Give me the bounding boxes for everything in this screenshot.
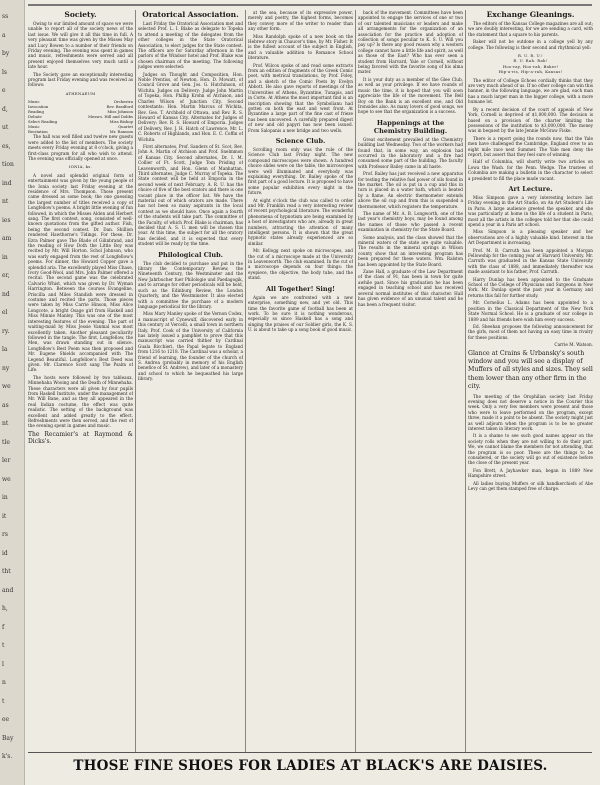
column-oratorical bbox=[138, 10, 243, 752]
gutter-fragment: ss bbox=[2, 13, 9, 20]
gutter-fragment: la bbox=[2, 346, 8, 353]
top-rule bbox=[28, 4, 592, 6]
gutter-fragment: f bbox=[2, 623, 5, 631]
orophilian-paragraph: It is a shame to see such good names appear on the society rolls when they are not willing to do their part. We, we cannot blame the members for not attending, that the program is so poor. These are the things to be considered, or the society will go out of existence before the close of the present year. bbox=[468, 433, 593, 466]
gutter-fragment: es, bbox=[2, 142, 11, 150]
science-paragraph: Scrolling room only was the rule of the Science Club last Friday night. The new compound microscopes were shown. A hundred choice slides were on the table, the microscopes were well illuminated and everybody was explaining everything. Dr. Bailey spoke of the first part of a good lecture. It is proposed to have some popular exhibition every night in the future. bbox=[248, 146, 353, 196]
local-notice: Fon Brett, A Jayhawker man, began in 1889 New Hampshire street. bbox=[468, 467, 593, 479]
signature: Carrie M. Watson. bbox=[554, 342, 593, 348]
art-paragraph: Miss Simpson gave a very interesting lecture last Friday evening in the Art Studio, on An Art Student's Life in Paris. A large audience greeted the speaker, and she was particularly at home in the life of a student in Paris, most all the artists in the colleges told her that she could spend a year in a Paris art school. bbox=[468, 194, 593, 227]
society-paragraph: A novel and splendid original form of entertainment was given by the young people of the Ionia society last Friday evening at the residence of Mrs. Thompson. Those present came dressed as some book; the one guessing the largest number of titles received a copy of Longfellow's poems. A bright little evening of fun followed, in which the Misses Alden and Herbert sang. The first contest, song, consisted of well-known quotations from the gifted author. Fish, being the second contest. Dr. Dan. Shillion rendered Hawthorne's Tidings. For these, Dr. Ezra Palmer gave The Blade of Gilinbrand, and the reading of How Doth the Little Boy was recited by Mr. Will Horton. Schol Johnson, who was early engaged from the rest of Longfellow's poems. For dinner, the Howard Copper gave a splendid aria. The excellently played Miss Chase, Ivory Good-Wool, and Mrs. John Palmer offered a recital. The second game was the celebrated Calvario Whist, which was given by Dr. Wyman Harrington. Between the courses Evangeline, Priscilla and Miles Standish were dressed in costume and recited the parts. Those pieces were taken by Miss Carrie Hinson, Miss Alice Longcote, a bright Osage girl from Haskell and Miss Minnie Manley. This was one of the most interesting features of the evening. The part of waiting-maid by Miss Jessie Vanmal was most excellently taken. Another pleasant peculiarity followed in the tangle. The first, Longfellow, the Men, was drawn standing out in silence. Longfellow's Best Poem was then proposed and Mr. Eugene Shields accompanied with The Legend Beautiful. Longfellow's Best Deed was given. Mr. Clarence Scott sang The Psalm of Life. bbox=[28, 172, 133, 373]
gutter-fragment: ler bbox=[2, 457, 11, 464]
program-performer: Mr. Ransom bbox=[109, 129, 133, 135]
gutter-fragment: el bbox=[2, 309, 8, 316]
gutter-fragment: rs bbox=[2, 531, 8, 538]
heading-philological: Philological Club. bbox=[158, 250, 223, 259]
oratorical-paragraph: Judges on Thought and Composition, Hon. Noble Prentiss, of Newton, Hon. D. Mowatt, of Council Grove and Gen. Jos. G. Hutchinson, of Wichita. Judges on Delivery: Judge John Martin of Topeka, Hon. Phillip Krohn of Atchison, and Charles Wilson of Junction City. Second contestants: Hon. Martin Marcus of Wichita, Rev. Geo. T. Archbold of Ottawa, and Rev. R. S. Howard of Kansas City. Alternates for Judges of Delivery: Rev. R. S. Howard of Emporia. Judges of Delivery, Rev. J. H. Hatch of Lawrence, Mr. L. C. Roberts of Highlands, and Hon. E. C. Coffin of Wichita. bbox=[138, 71, 243, 142]
gutter-fragment: in bbox=[2, 494, 8, 501]
gutter-fragment: ee bbox=[2, 716, 10, 723]
philological-continued: Miss Randolph spoke of a new book on the Hebrew story in Chaucer's time, by Mr. Fisher. It is the fullest account of the subject in English, and a valuable addition to Romance School literature. bbox=[248, 33, 353, 61]
science-paragraph: At eight o'clock the club was called to order and Mr. Franklin read a very interesting review of recent psychological literature. The wonderful phenomena of hypnotism are being examined by a host of investigators who are, already in great numbers, attracting the attention of many intelligent persons. It is shown that the great hypnotic states already experienced are so similar. bbox=[248, 197, 353, 246]
philological-continued: Prof. Wilcox spoke of and read some extracts from an edition of fragments of the Greek Comic poet, with metrical translations, by Prof. Foley, and a sketch of the Comic Poets by Evelyn Abbott. He also gave reports of meetings of the Universities of Athens, Byzantine, Tunapis, and in Corte. At Athens the most important find is an inscription showing that the Symbolianu had gotten on both the east and west front. At Byzantine a large part of the fine cast of frieze has been uncovered. A carefully prepared digest of new and old papyri has now been issued. From Salopanis a new bridge and two wells. bbox=[248, 62, 353, 133]
columns bbox=[28, 10, 593, 752]
program-performer: Rev. Bradford bbox=[106, 104, 133, 110]
heading-oratorical: Oratorical Association. bbox=[142, 10, 239, 19]
gutter-fragment: by bbox=[2, 50, 10, 57]
exchange-paragraph: There is a report going the rounds now, that the Yale men have challenged the Cambridge, England crew to an eight mile race next Summer. The Yale men deny the report, but assert that they feel sure of winning. bbox=[468, 135, 593, 157]
gutter-fragment: k's. bbox=[2, 753, 13, 760]
column-separator bbox=[355, 10, 356, 752]
society-paragraph: Owing to our limited amount of space we were unable to report all of the society news of the last issue. We will give it all this time in full. A very pleasant time was given by the Misses May and Lucy Bowen to a number of their friends on Friday evening. The evening was spent in games and music, refreshments were served and all present enjoyed themselves very much until a late hour. bbox=[28, 21, 133, 70]
program-performer: Orchestra bbox=[113, 99, 133, 105]
society-paragraph: The Society gave an exceptionally interesting program last Friday evening and was received as follows: bbox=[28, 71, 133, 88]
heading-chemistry: Happenings at the Chemistry Building. bbox=[373, 118, 448, 135]
crains-urbansky-ad bbox=[468, 350, 593, 392]
gutter-fragment: nt bbox=[2, 420, 9, 427]
gutter-fragment: nt bbox=[2, 198, 9, 205]
gutter-fragment: n bbox=[2, 679, 6, 686]
program-performer: Miss Bishop bbox=[109, 119, 133, 125]
college-yell bbox=[468, 53, 593, 75]
program-item: Debate bbox=[28, 114, 42, 120]
ionia-subhead: IONIA, ks. bbox=[68, 164, 93, 170]
yell-line: R. U. Rah. Rah! bbox=[513, 58, 548, 64]
column-chemistry bbox=[358, 10, 463, 752]
athenaeum-subhead: ATHENAEUM bbox=[65, 90, 96, 96]
gutter-fragment: ls bbox=[2, 68, 7, 76]
column-science bbox=[248, 10, 353, 752]
program-item: Music bbox=[28, 99, 40, 105]
gutter-fragment: we bbox=[2, 475, 11, 483]
program-item: Reading bbox=[28, 109, 44, 115]
chemistry-paragraph: Zane Hall, a graduate of the Law Department of the class of 91, has been in town for quite awhile past. Since his graduation he has been engaged in teaching school and has received several normal institutes of this character. Hall has given evidence of an unusual talent and he has been a frequent visitor. bbox=[358, 269, 463, 307]
recamier-notice: The Recamier's at Raymond & Dicks's. bbox=[28, 430, 133, 446]
gutter-fragment: ind bbox=[2, 179, 12, 187]
gutter-fragment: e bbox=[2, 87, 6, 94]
exchange-paragraph: The editor of College Echoes cordially thinks that they are very much ahead of us. If no other college can win this banner, in the following language, we are glad, each man has a much larger man in the bigger college, with a more humane lot. bbox=[468, 77, 593, 105]
chemistry-paragraph: Great excitement prevailed at the Chemistry building last Wednesday. Two of the workers had found that, in some way, an explosion had occurred in the laboratory and a fire had consumed some part of the building. The faculty with Professor Bailey came in all haste. bbox=[358, 136, 463, 169]
heading-society: Society. bbox=[64, 10, 97, 19]
society-paragraph: The hosts were followed by two tableaux, Minnehaha Wooing and the Death of Minnehaha. These characters were all given by four pupils from Haskell Institute, under the management of Mr. Will Bane, and as they all appeared in the real Indian costume, the effect was quite realistic. The setting of the background was excellent and added greatly to the effect. Refreshments were then served, and the rest of the evening spent in games and music. bbox=[28, 374, 133, 429]
oratorical-paragraph: First alternates, Prof. Sanders of St. Scot, Rev. John A. Martin of Atchison and Prof. Snelmmon of Kansas City. Second alternates, Dr. I. M. Collier of Ft. Scott, Judge Tom Prisling of Leavenworth, and Hon. Glenn of Manhattan. Third alternates, Judge C. Murray of Topeka. The State contest will be held at Emporia in the second week of next February. A. R. U. has the choice of five of the best orators and there is one vacant place in the officer list. We have the material out of which orators are made. There has not been so many aspirants in the local contest as we should have. Once again a fourth of the students will take part. The committee of the Faculty, of which Prof. Blake is chairman, has decided that A. S. U. men will be chosen this year. At this time, the subject for all the oratory has decided, and it is expected that every student will be ready by the time. bbox=[138, 143, 243, 247]
gutter-fragment: l bbox=[2, 660, 4, 668]
program-performer: Miss Johnson bbox=[107, 109, 133, 115]
oratorical-paragraph: Last Friday the Oratorical Association met and selected Prof. L. I. Blake as delegate to Topeka to attend a meeting of the delegates from the other colleges in the State Oratorical Association, to elect judges for the State contest. The officers are for Saturday afternoon in the parlors of the Windsor hotel and Prof. Blake was chosen chairman of the meeting. The following judges were selected: bbox=[138, 21, 243, 70]
personal-paragraph: Ed. Sheehan proposes the following announcement for the girls, most of them not having an easy time in rivalry for these positions. bbox=[468, 323, 593, 340]
ad-text: Glance at Crains & Urbansky's south window and you will see a display of Muffers of all styles and sizes. They sell them lower than any other firm in the city. bbox=[468, 349, 593, 391]
program-performer: Messrs. Hill and Dobbs bbox=[88, 114, 133, 120]
yell-line: R. U. R. U.! bbox=[518, 53, 543, 59]
athenaeum-program bbox=[28, 99, 133, 134]
gutter-fragment: d, bbox=[2, 105, 8, 113]
gutter-fragment: Bay bbox=[2, 734, 14, 742]
bottom-rule bbox=[28, 752, 592, 753]
program-performer: Quartet bbox=[118, 124, 133, 130]
exchange-paragraph: Half of Columbia, will shortly write two articles on Lowa the Wash. for the Penn. Wedge. The trustees of Columbia are making a bulletin in the character to select a president to fill the place made vacant. bbox=[468, 159, 593, 181]
gutter-fragment: tle bbox=[2, 438, 10, 446]
philological-paragraph: Miss Mary Manley spoke of the Vernon Codex, a manuscript of Cynewulf, discovered early in this century at Vercelli, a small town in northern Italy. Prof. Cook of the University of California has lately issued a pamphlet to prove that this manuscript was carried thither by Cardinal Guala Bicchieri, the Papal legate to England from 1216 to 1218. The Cardinal was a scholar, a friend of learning, the founder of the church of S. Andrea (probably in memory of his English benefice of St. Andrew), and later of a monastery and school to which he bequeathed his large library. bbox=[138, 311, 243, 382]
heading-science-club: Science Club. bbox=[275, 136, 326, 145]
blacks-shoes-banner: THOSE FINE SHOES FOR LADIES AT BLACK'S ARE DAISIES. bbox=[73, 758, 548, 774]
exchange-paragraph: Baker will not be outdone in a college yell by any college. The following is their second and rhythmical yell: bbox=[468, 39, 593, 50]
chemistry-paragraph: Some analysis, and the class showed that the mineral waters of the state are quite valuable. The results in the mineral springs in Wilson county show that an interesting program has been prepared for these waters. Wm. Ralston has been appointed by the State Board. bbox=[358, 234, 463, 267]
art-paragraph: Miss Simpson is a pleasing speaker and her observations are of a highly valuable kind. Interest in the Art Department is increasing. bbox=[468, 229, 593, 246]
column-separator bbox=[465, 10, 466, 752]
exchange-paragraph: The editors of the Kansas College magazines are all out; we are doubly interesting, for we are sending a card, with the statement that a square to his parents. bbox=[468, 21, 593, 37]
program-item: Invocation bbox=[28, 104, 49, 110]
yell-line: Hoo-ray, Hoo-rah, Baker! bbox=[502, 63, 559, 69]
heading-art-lecture: Art Lecture. bbox=[508, 184, 553, 193]
gutter-fragment: and bbox=[2, 586, 14, 594]
program-item: Recitation bbox=[28, 129, 48, 135]
chemistry-paragraph: Prof. Bailey has just received a new apparatus for testing the relative fuel power of oils found in the market. The oil is put in a cup and this in turn is placed in a water bath, which is heated by a flame. An electric thermometer extends above the oil cup and from this is suspended a thermometer, which registers the temperature. bbox=[358, 171, 463, 209]
personal-paragraph: Mr. Cornelius L. Adams has been appointed to a position in the Classical Department of the New York State Normal School. He is a graduate of our college in 1889 and his friends here wish him every success. bbox=[468, 300, 593, 322]
gutter-fragment: ies bbox=[2, 216, 11, 224]
heading-all-together: All Together! Sing! bbox=[265, 284, 336, 293]
gutter-fragment: er, bbox=[2, 272, 10, 279]
gutter-fragment: tht bbox=[2, 568, 11, 575]
exchange-paragraph: By a recent decision of the court of appeals of New York, Cornell is deprived of $1,000,000. The decision is based on a provision of the charter limiting the possessions of the institution to $3,000,000. The money was in bequest by the late Jennie McGraw Fiske. bbox=[468, 106, 593, 134]
sing-paragraph: Again we are confronted with a new enterprise, something new, and yet old. This time the favorite game of football has been at work. To be sure it is nothing wonderous, especially so since Haskell has a song and singing the praises of our Soldier girls, the K. S. U. is about to take up a song book of good music. bbox=[248, 294, 353, 333]
gutter-fragment: t bbox=[2, 642, 5, 649]
gutter-fragment: t bbox=[2, 697, 5, 705]
gutter-fragment: it bbox=[2, 512, 7, 520]
column-separator bbox=[245, 10, 246, 752]
gutter-fragment: am bbox=[2, 235, 12, 242]
sing-continued: back of the movement. Committees have been appointed to engage the services of one or two of our talented musicians or leaders and make all arrangements for the organization of an association for the practice and adoption of collection of songs peculiar to K. S. U. Will you pay up? Is there any good reason why a western college cannot have a little life and spirit, as well as those of the East? Who has ever seen a student from Harvard, Yale or Cornell, without being favored with the favorite song of his alma mater. bbox=[358, 10, 463, 75]
column-society bbox=[28, 10, 133, 752]
gutter-fragment: a bbox=[2, 31, 6, 39]
gutter-fragment: ny bbox=[2, 364, 10, 372]
heading-exchange: Exchange Gleanings. bbox=[486, 10, 575, 19]
gutter-fragment: in bbox=[2, 253, 8, 261]
philological-continued: at the sea, because of its expressive power, merely and poetry, the highest forms, becomes they convey more of the writer to reader than any other form. bbox=[248, 10, 353, 32]
gutter-fragment: as bbox=[2, 401, 9, 409]
program-item: Select Reading bbox=[28, 119, 58, 125]
gutter-fragment: tion bbox=[2, 161, 14, 168]
society-paragraph: The hall was well filled and twelve new guests were added to the list of members. The society meets every Friday evening at 8 o'clock, giving a first-class program for all who wish to attend. The evening was officially opened at once. bbox=[28, 134, 133, 161]
gutter-fragment: we bbox=[2, 383, 11, 390]
left-gutter-fragment bbox=[0, 0, 25, 785]
philological-paragraph: The club decided to purchase and put in the library the Contemporary Review, the Nineteenth Century, the Westminster and the New Jahrbucher fuer Philologie und Paedagogik, and to arrange for other periodicals will be held, such as the Edinburg Review, the London Quarterly, and the Westminster. It also elected with a committee the purchase of a modern language periodical for the library. bbox=[138, 260, 243, 309]
gutter-fragment: id bbox=[2, 549, 8, 557]
science-paragraph: Mr. Kellogg next spoke on microscopes, and the cut of a microscope made at the University in Leavenworth. The club examined. In the cut of a microscope depends on four things: the eyepiece, the objective, the body tube, and the stand. bbox=[248, 248, 353, 281]
gutter-fragment: nd bbox=[2, 290, 10, 298]
personal-paragraph: Prof. M. B. Carruth has been appointed a Morgan Fellowship for the coming year at Harvard University. Mr. Carruth was graduated in the Kansas State University with the class of 1888, and immediately thereafter was made assistant to his father, Prof. Carruth. bbox=[468, 247, 593, 275]
local-notice: All ladies buying Muffers or silk handkerchiefs of Abe Levy can get them stamped free of charge. bbox=[468, 480, 593, 492]
gutter-fragment: h, bbox=[2, 605, 8, 612]
orophilian-paragraph: The meeting of the Orophilian society last Friday evening does not deserve a notice in the Courier this week. Only a very few members were present and those who were to leave performed on the program, except three, made it a point to be absent. The society might just as well adjourn when the program is to be no greater interest taken in literary work. bbox=[468, 393, 593, 431]
personal-paragraph: Harry Dunlap has been appointed to the Graduate School of the College of Physicians and Surgeons in New York. Mr. Dunlap spent the past year in Germany and returns this fall for further study. bbox=[468, 276, 593, 298]
sing-continued: It is your duty as a member of the Glee Club, as well as your privilege. If we have rounds of music the time, it is hoped that you will soon appreciate the life of the movement. The Bell Boy on the Bank is an excellent one, and Old Ironsides also. As many lovers of good songs, we hope to see that the organization is a success. bbox=[358, 76, 463, 115]
column-separator bbox=[135, 10, 136, 752]
chemistry-paragraph: The name of Mr. A. B. Longworth, one of the last year's chemistry boys, may be found among the names of those who passed a recent examination in chemistry for the State Board. bbox=[358, 211, 463, 233]
gutter-fragment: ry. bbox=[2, 327, 10, 335]
program-item: Music bbox=[28, 124, 40, 130]
gutter-fragment: ut bbox=[2, 124, 9, 131]
column-exchange bbox=[468, 10, 593, 752]
yell-line: Hip-a-ris, Hip-a-rah, Kansas! bbox=[498, 69, 563, 75]
